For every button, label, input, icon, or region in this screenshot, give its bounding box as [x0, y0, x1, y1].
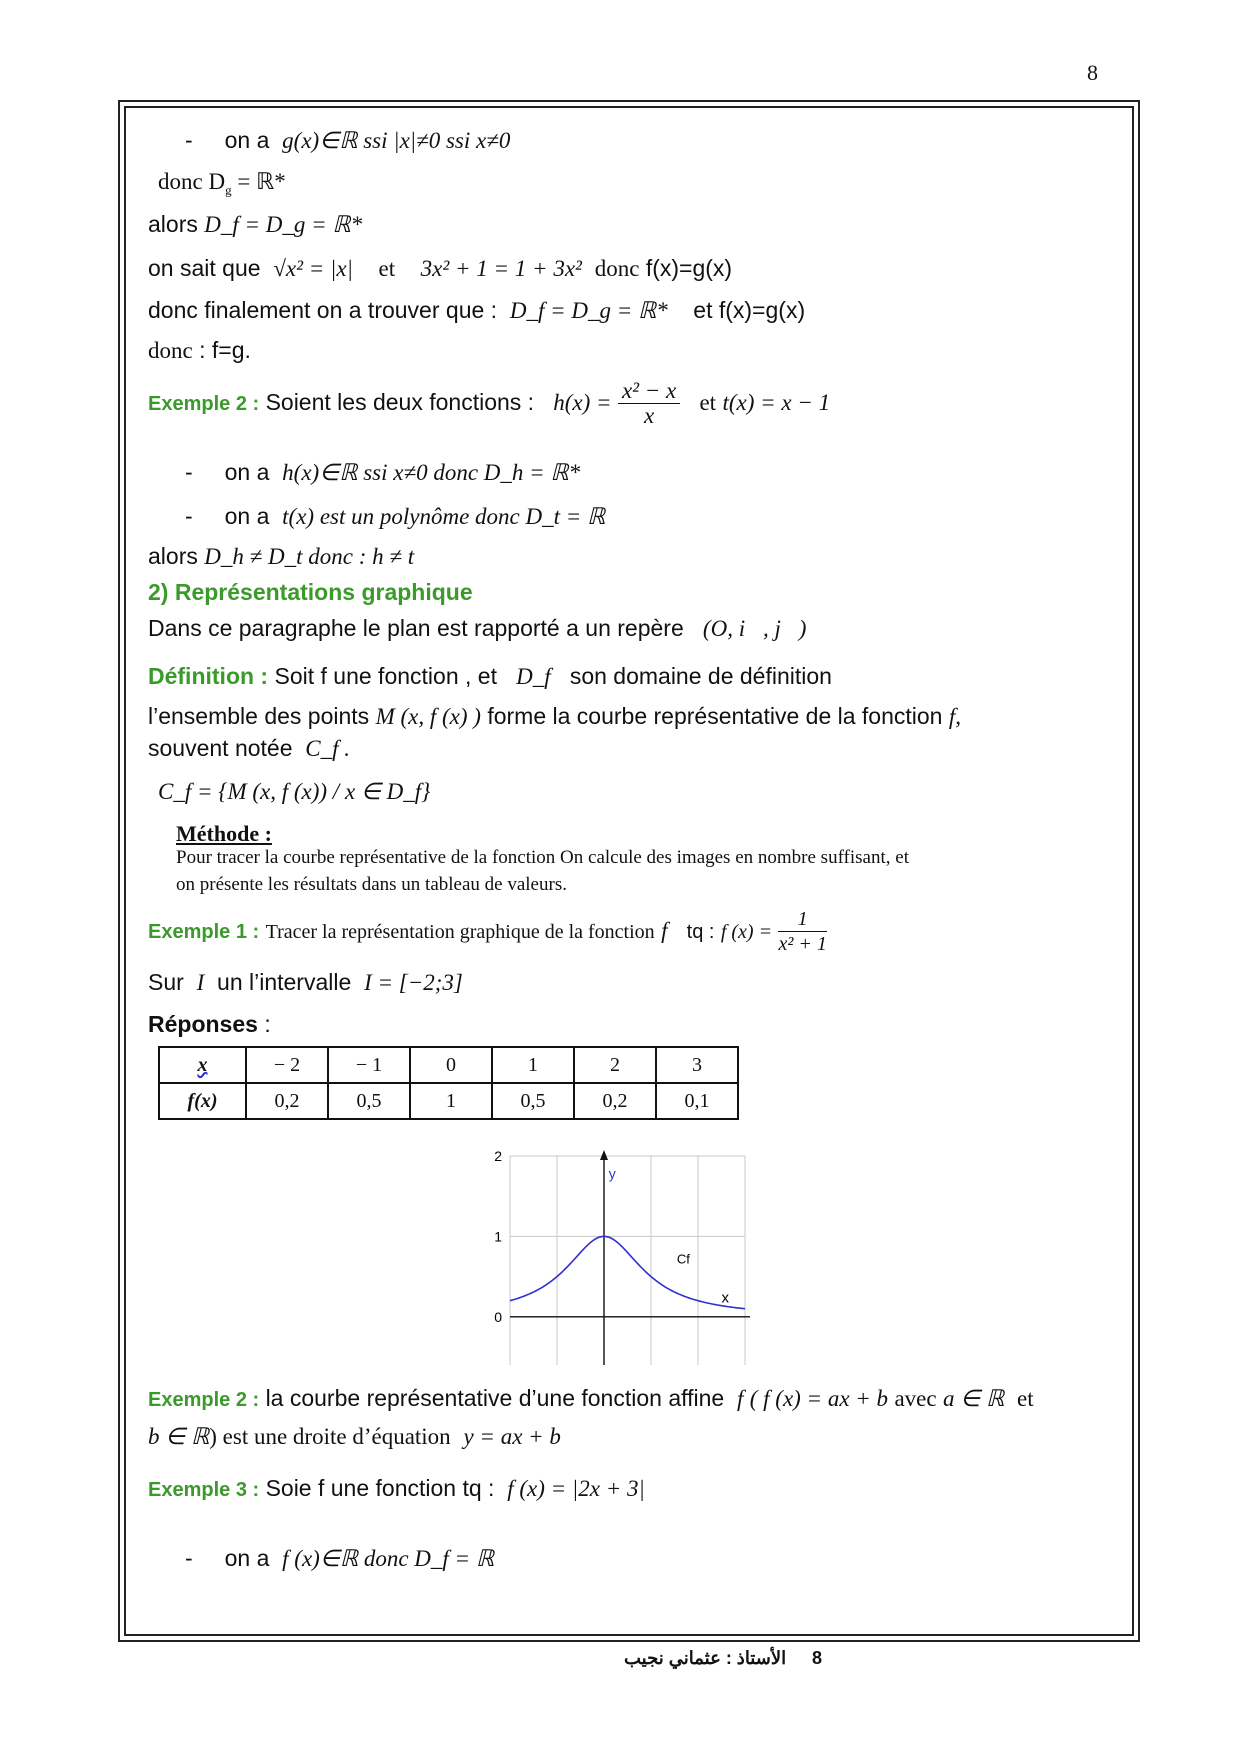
- interval-line: [148, 968, 463, 997]
- text: ) est une droite d’équation: [209, 1424, 451, 1449]
- text: :: [264, 1011, 271, 1037]
- example2b-line1: [148, 1384, 1034, 1414]
- chart-grid: [510, 1156, 745, 1365]
- table-row-fx: [159, 1083, 738, 1119]
- example1-heading: [148, 900, 827, 962]
- line-conclusion: [148, 296, 805, 325]
- table-cell: 0,5: [328, 1083, 410, 1119]
- text: son domaine de définition: [569, 663, 832, 689]
- table-cell: 0,5: [492, 1083, 574, 1119]
- example-label: Exemple 2 :: [148, 1389, 260, 1411]
- text: et: [1017, 1386, 1034, 1411]
- table-header-x: x: [159, 1047, 246, 1083]
- text: : f=g.: [199, 337, 251, 363]
- definition-set: C_f = {M (x, f (x)) / x ∈ D_f}: [158, 779, 431, 804]
- footer-page-number: 8: [812, 1648, 823, 1668]
- text: alors: [148, 211, 198, 237]
- table-cell: − 2: [246, 1047, 328, 1083]
- line-df-dg: [148, 210, 362, 239]
- line-f-eq-g: [148, 336, 251, 365]
- math: D_h ≠ D_t donc : h ≠ t: [204, 544, 415, 569]
- math: D_f = D_g = ℝ*: [204, 212, 363, 237]
- values-table: [158, 1046, 739, 1120]
- math: t(x) = x − 1: [722, 390, 831, 415]
- section-intro: [148, 614, 806, 643]
- math: h(x)∈ℝ ssi x≠0 donc D_h = ℝ*: [282, 460, 581, 485]
- math: 3x² + 1 = 1 + 3x²: [420, 256, 582, 281]
- dash: -: [185, 1545, 193, 1571]
- math: b ∈ ℝ: [148, 1424, 210, 1449]
- math: ( f (x) = ax + b: [749, 1386, 889, 1411]
- table-cell: 3: [656, 1047, 738, 1083]
- section-title: 2) Représentations graphique: [148, 579, 473, 605]
- methode-title: Méthode :: [176, 821, 272, 846]
- text: Tracer la représentation graphique de la fonction: [265, 921, 655, 943]
- y-tick-label: 2: [494, 1148, 502, 1164]
- text: donc: [594, 256, 640, 281]
- text: forme la courbe représentative de la fonction: [487, 703, 943, 729]
- table-cell: 2: [574, 1047, 656, 1083]
- math: a ∈ ℝ: [942, 1386, 1005, 1411]
- table-cell: 1: [410, 1083, 492, 1119]
- sub: g: [225, 182, 232, 198]
- math: f (x) = |2x + 3|: [507, 1476, 645, 1501]
- text: souvent notée: [148, 735, 293, 761]
- text: on a: [224, 459, 270, 485]
- example2-heading: [148, 372, 830, 434]
- text: donc D: [158, 169, 226, 194]
- text: et f(x)=g(x): [693, 297, 806, 323]
- text: et: [378, 256, 396, 281]
- methode-line1: Pour tracer la courbe représentative de la fonction On calcule des images en nombre suffisant, et: [176, 847, 909, 868]
- line-sqrt: [148, 254, 732, 283]
- text: l’ensemble des points: [148, 703, 370, 729]
- math: f: [661, 918, 668, 943]
- math: y = ax + b: [463, 1424, 561, 1449]
- math: f(x)=g(x): [645, 255, 733, 281]
- text: un l’intervalle: [217, 969, 352, 995]
- denominator: x² + 1: [778, 933, 827, 956]
- methode-line2: on présente les résultats dans un tableau de valeurs.: [176, 874, 567, 895]
- text: avec: [894, 1386, 937, 1411]
- math: I = [−2;3]: [364, 970, 463, 995]
- math: C_f .: [305, 736, 351, 761]
- text: Soie f une fonction tq :: [265, 1475, 495, 1501]
- text: Dans ce paragraphe le plan est rapporté a un repère: [148, 615, 684, 641]
- line-g-domain: [185, 126, 510, 155]
- example2b-line2: [148, 1422, 561, 1451]
- y-axis-arrow: [600, 1150, 608, 1160]
- definition-line2: [148, 702, 961, 731]
- text: tq :: [686, 921, 715, 943]
- text: on a: [224, 1545, 270, 1571]
- fraction: [778, 907, 826, 956]
- table-cell: 1: [492, 1047, 574, 1083]
- math: f,: [948, 704, 962, 729]
- curve-cf: [510, 1236, 745, 1308]
- y-tick-label: 1: [494, 1228, 502, 1245]
- text: on a: [224, 503, 270, 529]
- y-axis-label: y: [608, 1165, 616, 1182]
- table-cell: 0,2: [574, 1083, 656, 1119]
- math: = ℝ*: [237, 169, 286, 194]
- text: Soient les deux fonctions :: [265, 389, 535, 415]
- reponses-label: Réponses: [148, 1011, 258, 1037]
- text: la courbe représentative d’une fonction affine: [265, 1385, 725, 1411]
- text: on sait que: [148, 255, 261, 281]
- text: Soit f une fonction , et: [274, 663, 497, 689]
- text: alors: [148, 543, 198, 569]
- text: Sur: [148, 969, 184, 995]
- table-header-fx: f(x): [159, 1083, 246, 1119]
- math: f (x)∈ℝ donc D_f = ℝ: [282, 1546, 495, 1571]
- math: f: [736, 1386, 744, 1411]
- line-h-neq-t: [148, 542, 414, 571]
- table-cell: 0: [410, 1047, 492, 1083]
- table-row-x: [159, 1047, 738, 1083]
- math: D_f = D_g = ℝ*: [509, 298, 668, 323]
- denominator: x: [644, 403, 655, 429]
- math: t(x) est un polynôme donc D_t = ℝ: [282, 504, 606, 529]
- curve-label: Cf: [676, 1251, 690, 1267]
- page-number-top: 8: [1087, 60, 1098, 85]
- math: √x² = |x|: [273, 256, 353, 281]
- example-label: Exemple 1 :: [148, 921, 260, 943]
- y-tick-label: 0: [494, 1308, 502, 1325]
- text: et: [699, 390, 717, 415]
- definition-line3: [148, 734, 350, 763]
- math: f (x) =: [720, 921, 773, 943]
- text: donc finalement on a trouver que :: [148, 297, 498, 323]
- table-cell: 0,2: [246, 1083, 328, 1119]
- numerator: x² − x: [618, 379, 680, 404]
- line-dt: [185, 502, 605, 531]
- math: I: [196, 970, 205, 995]
- math: h(x) =: [553, 390, 612, 415]
- dash: -: [185, 459, 193, 485]
- x-axis-label: x: [721, 1289, 729, 1307]
- definition-line1: [148, 662, 832, 691]
- numerator: 1: [778, 907, 826, 932]
- fraction: [618, 379, 680, 428]
- function-graph: [480, 1140, 760, 1380]
- example-label: Exemple 2 :: [148, 393, 260, 415]
- definition-label: Définition :: [148, 663, 269, 689]
- table-cell: 0,1: [656, 1083, 738, 1119]
- text: donc: [148, 338, 193, 363]
- chart-axes: [510, 1150, 750, 1365]
- reponses-line: [148, 1010, 271, 1038]
- dash: -: [185, 503, 193, 529]
- line-dh: [185, 458, 580, 487]
- table-cell: − 1: [328, 1047, 410, 1083]
- dash: -: [185, 127, 193, 153]
- math: g(x)∈ℝ ssi |x|≠0 ssi x≠0: [282, 128, 511, 153]
- math: D_f: [516, 664, 551, 689]
- line-dg: [158, 168, 286, 205]
- math: M (x, f (x) ): [375, 704, 481, 729]
- footer-author: الأستاذ : عثماني نجيب: [624, 1648, 787, 1668]
- math: (O, i⃗, j⃗): [702, 616, 807, 641]
- example3-heading: [148, 1474, 645, 1504]
- text: on a: [224, 127, 270, 153]
- line-df-r: [185, 1544, 494, 1573]
- example-label: Exemple 3 :: [148, 1479, 260, 1501]
